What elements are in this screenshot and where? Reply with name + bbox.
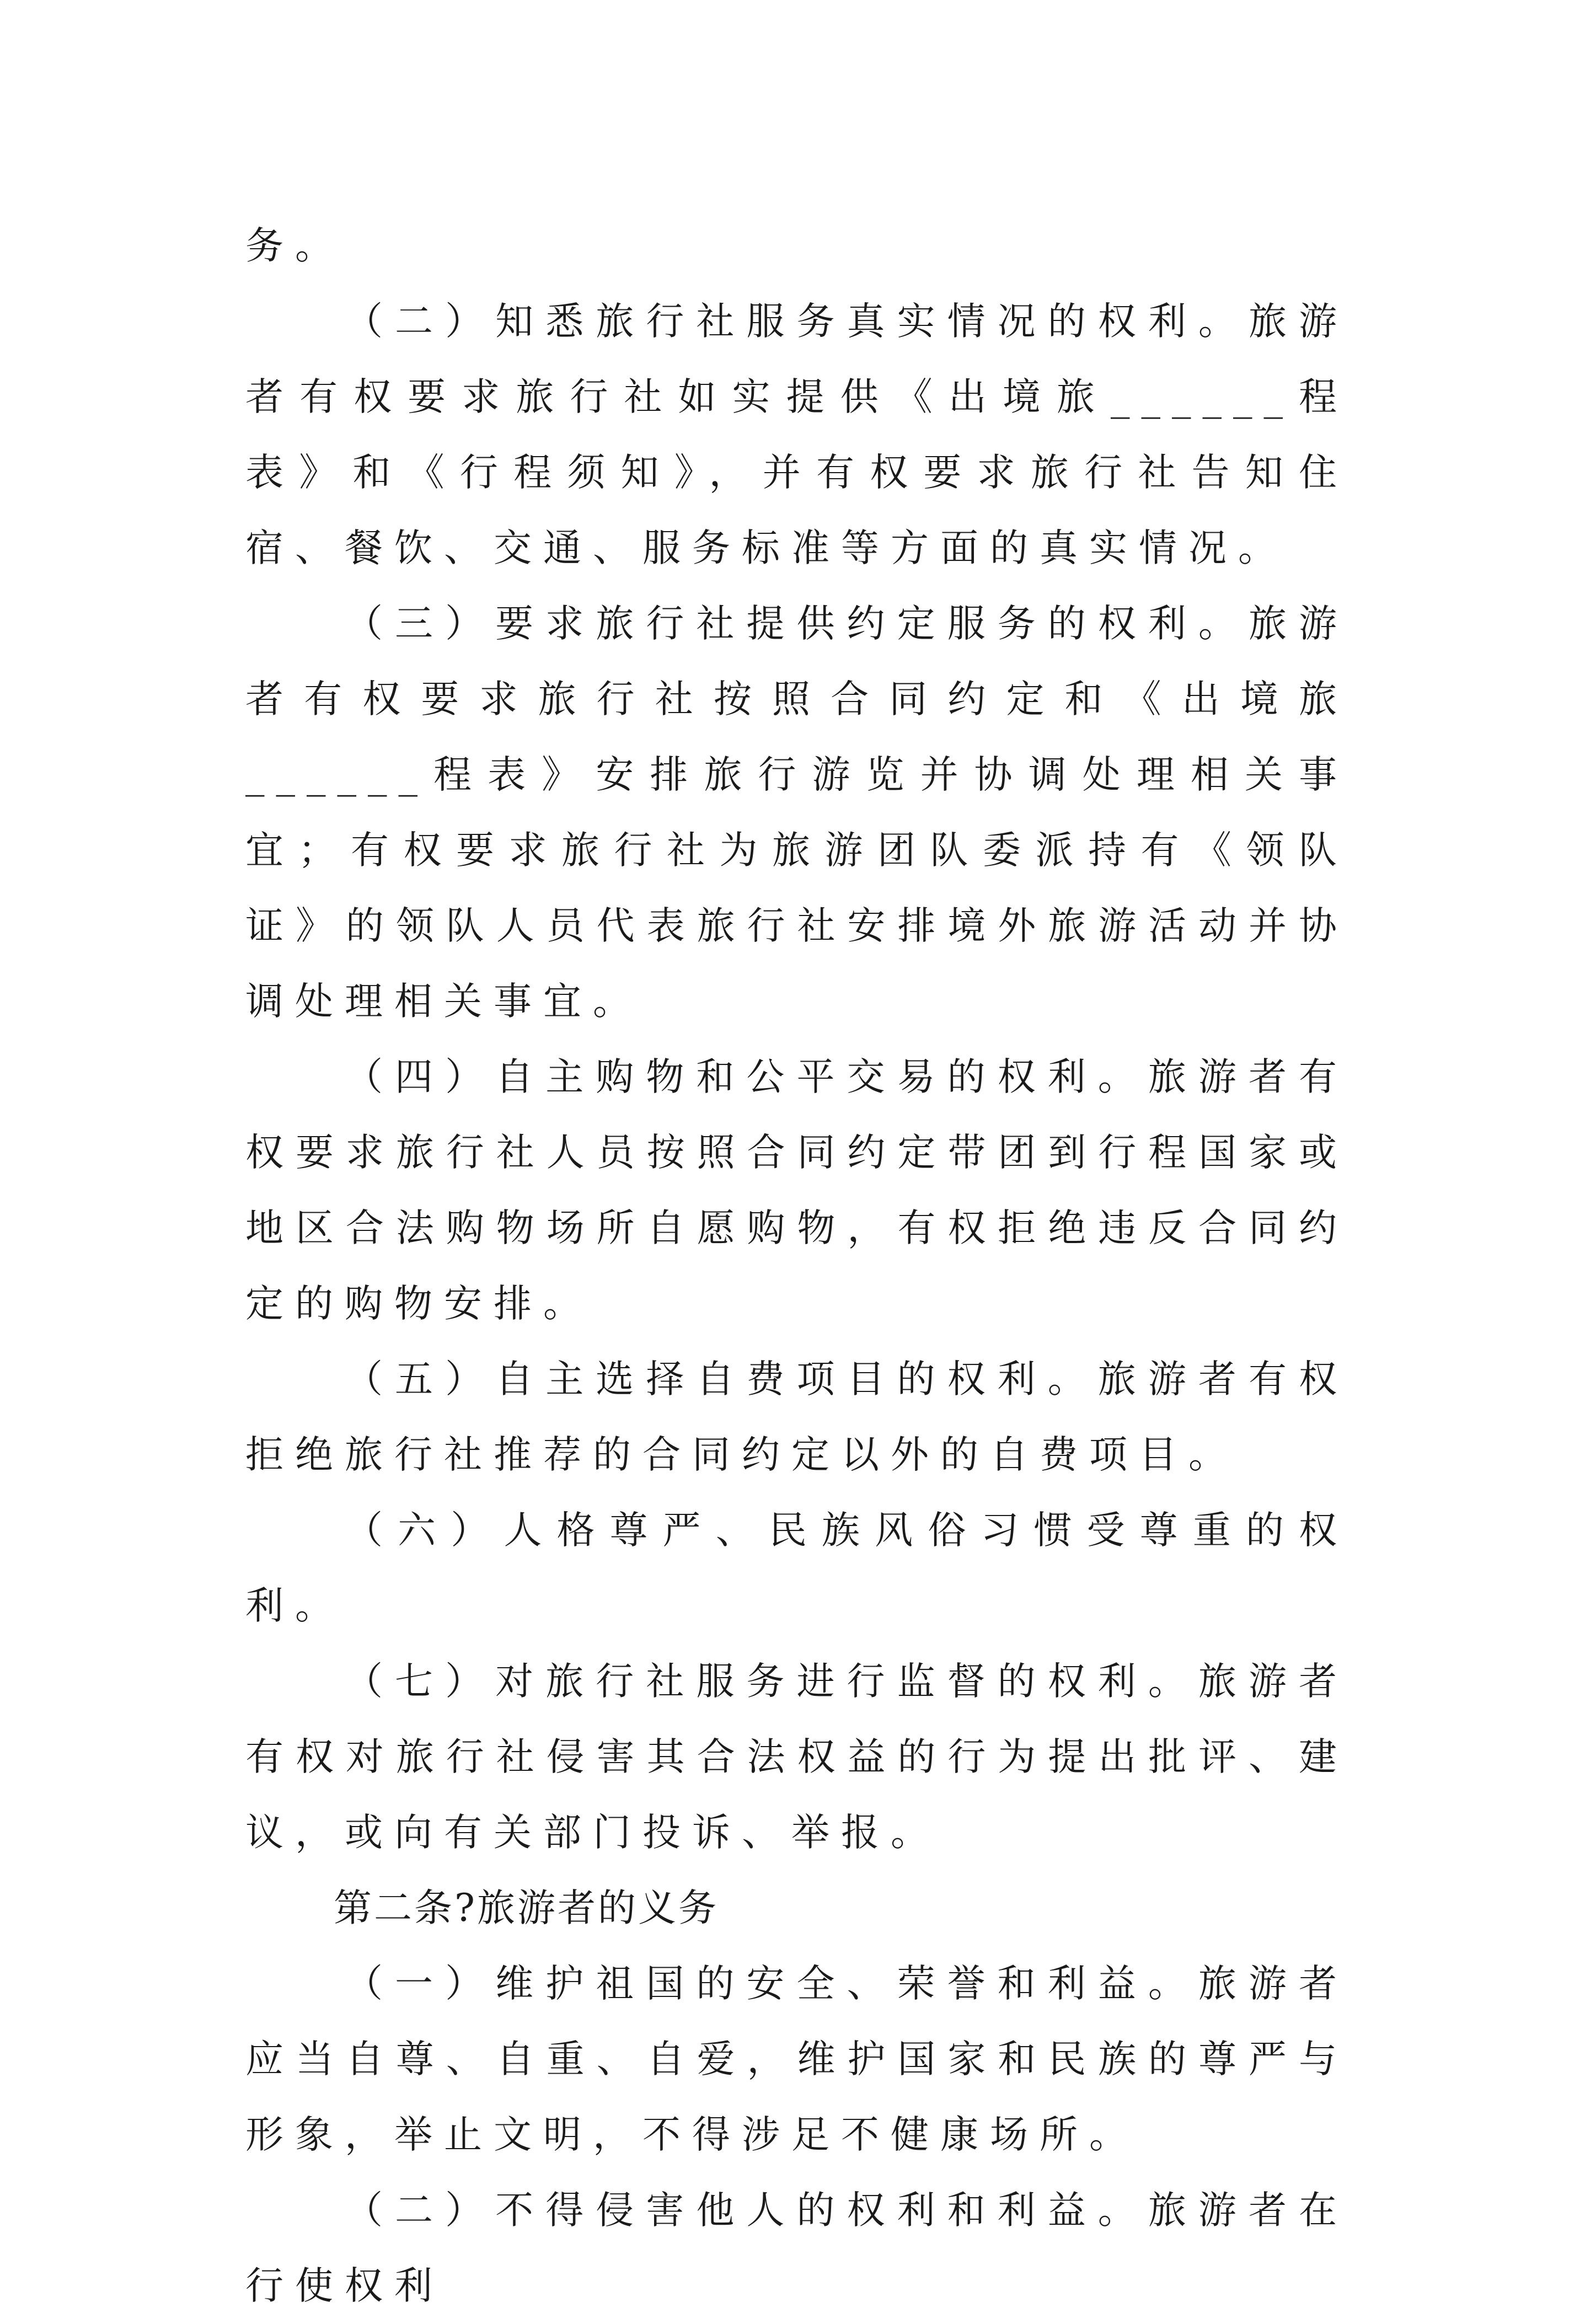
document-body — [245, 208, 1348, 2324]
paragraph-obligation-national-honor: （一）维护祖国的安全、荣誉和利益。旅游者应当自尊、自重、自爱，维护国家和民族的尊严与形象，举止文明，不得涉足不健康场所。 — [245, 1962, 1348, 2157]
paragraph-continuation: 务。 — [245, 224, 345, 268]
paragraph-right-to-optional-items: （五）自主选择自费项目的权利。旅游者有权拒绝旅行社推荐的合同约定以外的自费项目。 — [245, 1357, 1348, 1477]
paragraph-right-to-supervise: （七）对旅行社服务进行监督的权利。旅游者有权对旅行社侵害其合法权益的行为提出批评、建议，或向有关部门投诉、举报。 — [245, 1659, 1348, 1855]
paragraph-obligation-others-rights: （二）不得侵害他人的权利和利益。旅游者在行使权利 — [245, 2188, 1348, 2308]
paragraph-right-to-agreed-service: （三）要求旅行社提供约定服务的权利。旅游者有权要求旅行社按照合同约定和《出境旅______程表》安排旅行游览并协调处理相关事宜；有权要求旅行社为旅游团队委派持有《领队证》的领队人员代表旅行社安排境外旅游活动并协调处理相关事宜。 — [245, 602, 1348, 1024]
paragraph-right-to-shopping: （四）自主购物和公平交易的权利。旅游者有权要求旅行社人员按照合同约定带团到行程国家或地区合法购物场所自愿购物，有权拒绝违反合同约定的购物安排。 — [245, 1055, 1348, 1326]
paragraph-right-to-dignity: （六）人格尊严、民族风俗习惯受尊重的权利。 — [245, 1508, 1348, 1628]
paragraph-right-to-know: （二）知悉旅行社服务真实情况的权利。旅游者有权要求旅行社如实提供《出境旅______程表》和《行程须知》，并有权要求旅行社告知住宿、餐饮、交通、服务标准等方面的真实情况。 — [245, 299, 1348, 570]
section-heading-tourist-obligations: 第二条?旅游者的义务 — [334, 1886, 719, 1930]
